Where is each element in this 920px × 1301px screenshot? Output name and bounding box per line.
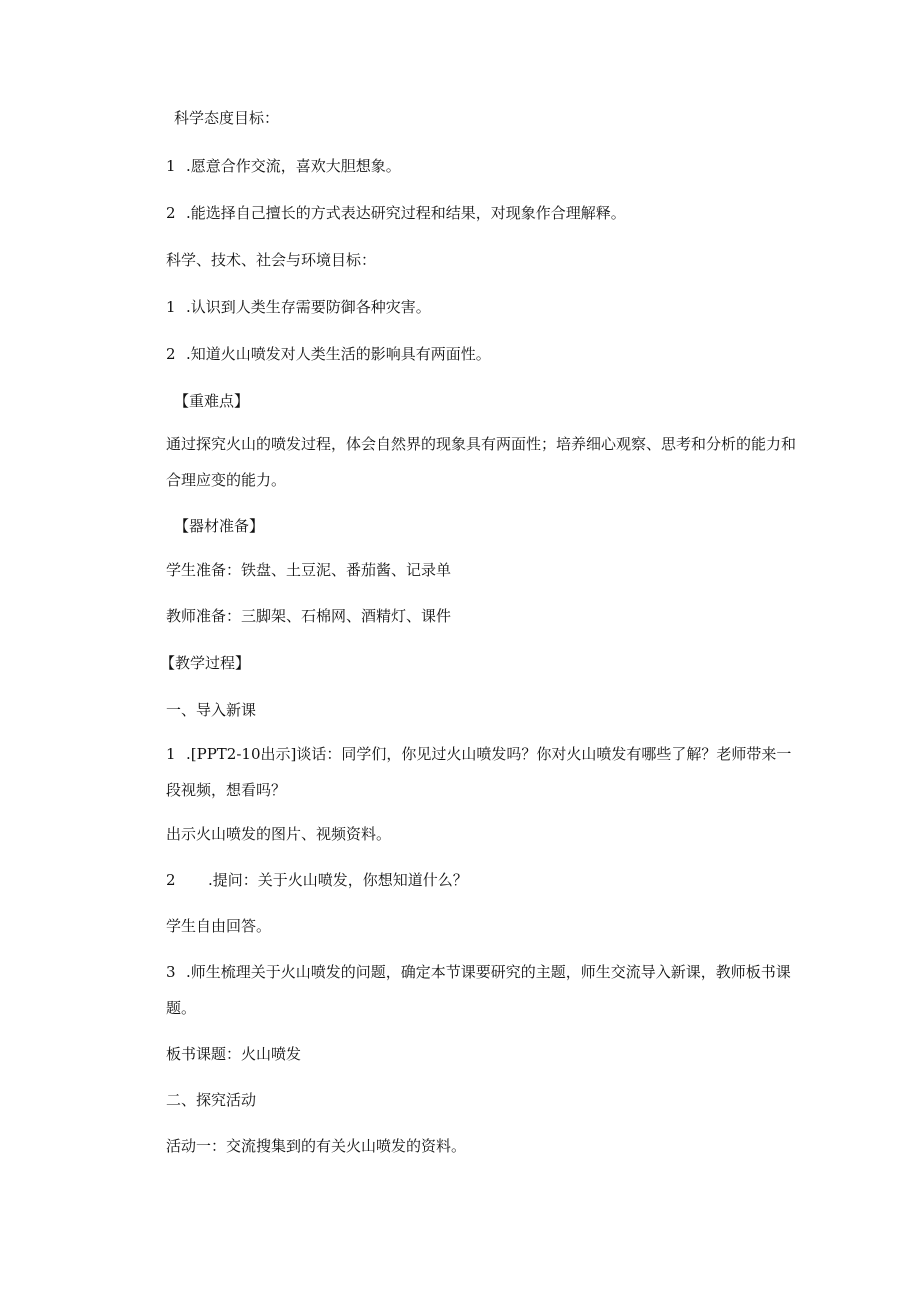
sts-item-2	[166, 336, 796, 372]
attitude-item-1	[166, 148, 796, 184]
step-2	[166, 862, 796, 898]
student-materials: 学生准备：铁盘、土豆泥、番茄酱、记录单	[166, 561, 452, 579]
list-text: .愿意合作交流，喜欢大胆想象。	[186, 157, 401, 175]
attitude-item-2	[166, 195, 796, 231]
materials-heading: 【器材准备】	[174, 517, 265, 535]
section-2-heading: 二、探究活动	[166, 1091, 257, 1109]
list-number: 2	[166, 871, 176, 889]
list-text: .知道火山喷发对人类生活的影响具有两面性。	[186, 345, 491, 363]
show-materials: 出示火山喷发的图片、视频资料。	[166, 825, 392, 843]
section-1-heading: 一、导入新课	[166, 701, 257, 719]
list-number: 2	[166, 204, 176, 222]
process-heading: 【教学过程】	[160, 654, 251, 672]
list-number: 1	[166, 157, 176, 175]
list-text: .提问：关于火山喷发，你想知道什么？	[208, 871, 468, 889]
board-title: 板书课题：火山喷发	[166, 1045, 302, 1063]
students-answer: 学生自由回答。	[166, 917, 272, 935]
list-text: .师生梳理关于火山喷发的问题，确定本节课要研究的主题，师生交流导入新课，教师板书课题。	[166, 963, 791, 1017]
science-attitude-heading: 科学态度目标：	[174, 109, 280, 127]
list-number: 1	[166, 298, 176, 316]
key-points-heading: 【重难点】	[174, 392, 250, 410]
activity-1: 活动一：交流搜集到的有关火山喷发的资料。	[166, 1137, 467, 1155]
list-text: .认识到人类生存需要防御各种灾害。	[186, 298, 431, 316]
list-text: .能选择自己擅长的方式表达研究过程和结果，对现象作合理解释。	[186, 204, 626, 222]
list-number: 1	[166, 745, 176, 763]
step-3	[166, 954, 798, 1026]
list-number: 3	[166, 963, 176, 981]
sts-item-1	[166, 289, 796, 325]
list-number: 2	[166, 345, 176, 363]
teacher-materials: 教师准备：三脚架、石棉网、酒精灯、课件	[166, 607, 452, 625]
list-text: .[PPT2-10出示]谈话：同学们，你见过火山喷发吗？你对火山喷发有哪些了解？老师带来一段视频，想看吗？	[166, 745, 792, 799]
step-1	[166, 736, 798, 808]
key-points-text: 通过探究火山的喷发过程，体会自然界的现象具有两面性；培养细心观察、思考和分析的能力和合理应变的能力。	[166, 435, 797, 489]
sts-heading: 科学、技术、社会与环境目标：	[166, 251, 377, 269]
